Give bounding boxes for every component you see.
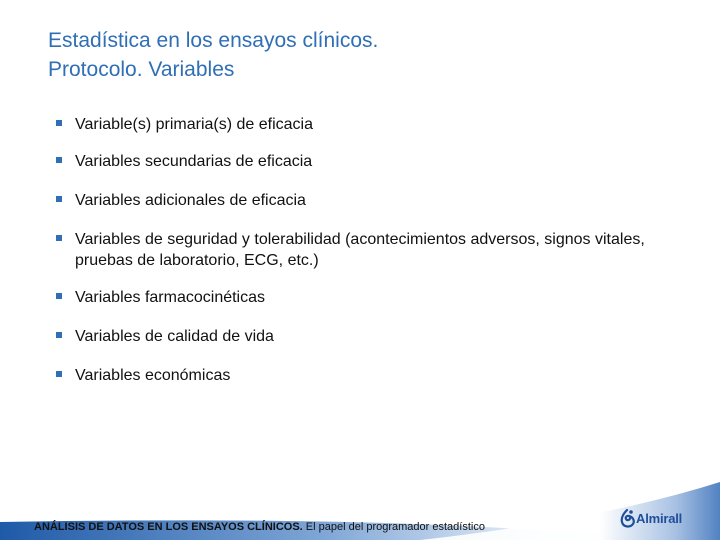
bullet-marker-icon (56, 293, 62, 299)
bullet-text: Variables secundarias de eficacia (75, 153, 313, 170)
bullet-text: Variable(s) primaria(s) de eficacia (75, 116, 313, 133)
bullet-text: Variables de seguridad y tolerabilidad (acontecimientos adversos, signos vitales, pruebas de laboratorio, ECG, etc.) (75, 231, 645, 269)
bullet-marker-icon (56, 332, 62, 338)
slide-title-line-1: Estadística en los ensayos clínicos. (48, 29, 379, 52)
bullet-marker-icon (56, 371, 62, 377)
almirall-logo-icon (620, 509, 635, 529)
bullet-text: Variables de calidad de vida (75, 328, 274, 345)
bullet-text: Variables económicas (75, 367, 231, 384)
slide-title-line-2: Protocolo. Variables (48, 58, 235, 81)
bullet-text: Variables farmacocinéticas (75, 289, 266, 306)
almirall-logo (620, 508, 690, 530)
bullet-marker-icon (56, 120, 62, 126)
footer-caption (34, 521, 485, 533)
footer-caption-regular: El papel del programador estadístico (302, 521, 485, 533)
footer-caption-bold: ANÁLISIS DE DATOS EN LOS ENSAYOS CLÍNICOS. (34, 521, 303, 533)
slide-title (48, 26, 668, 84)
bullet-marker-icon (56, 235, 62, 241)
bullet-text: Variables adicionales de eficacia (75, 192, 306, 209)
bullet-marker-icon (56, 196, 62, 202)
almirall-logo-wordmark: Almirall (636, 511, 683, 526)
bullet-marker-icon (56, 157, 62, 163)
